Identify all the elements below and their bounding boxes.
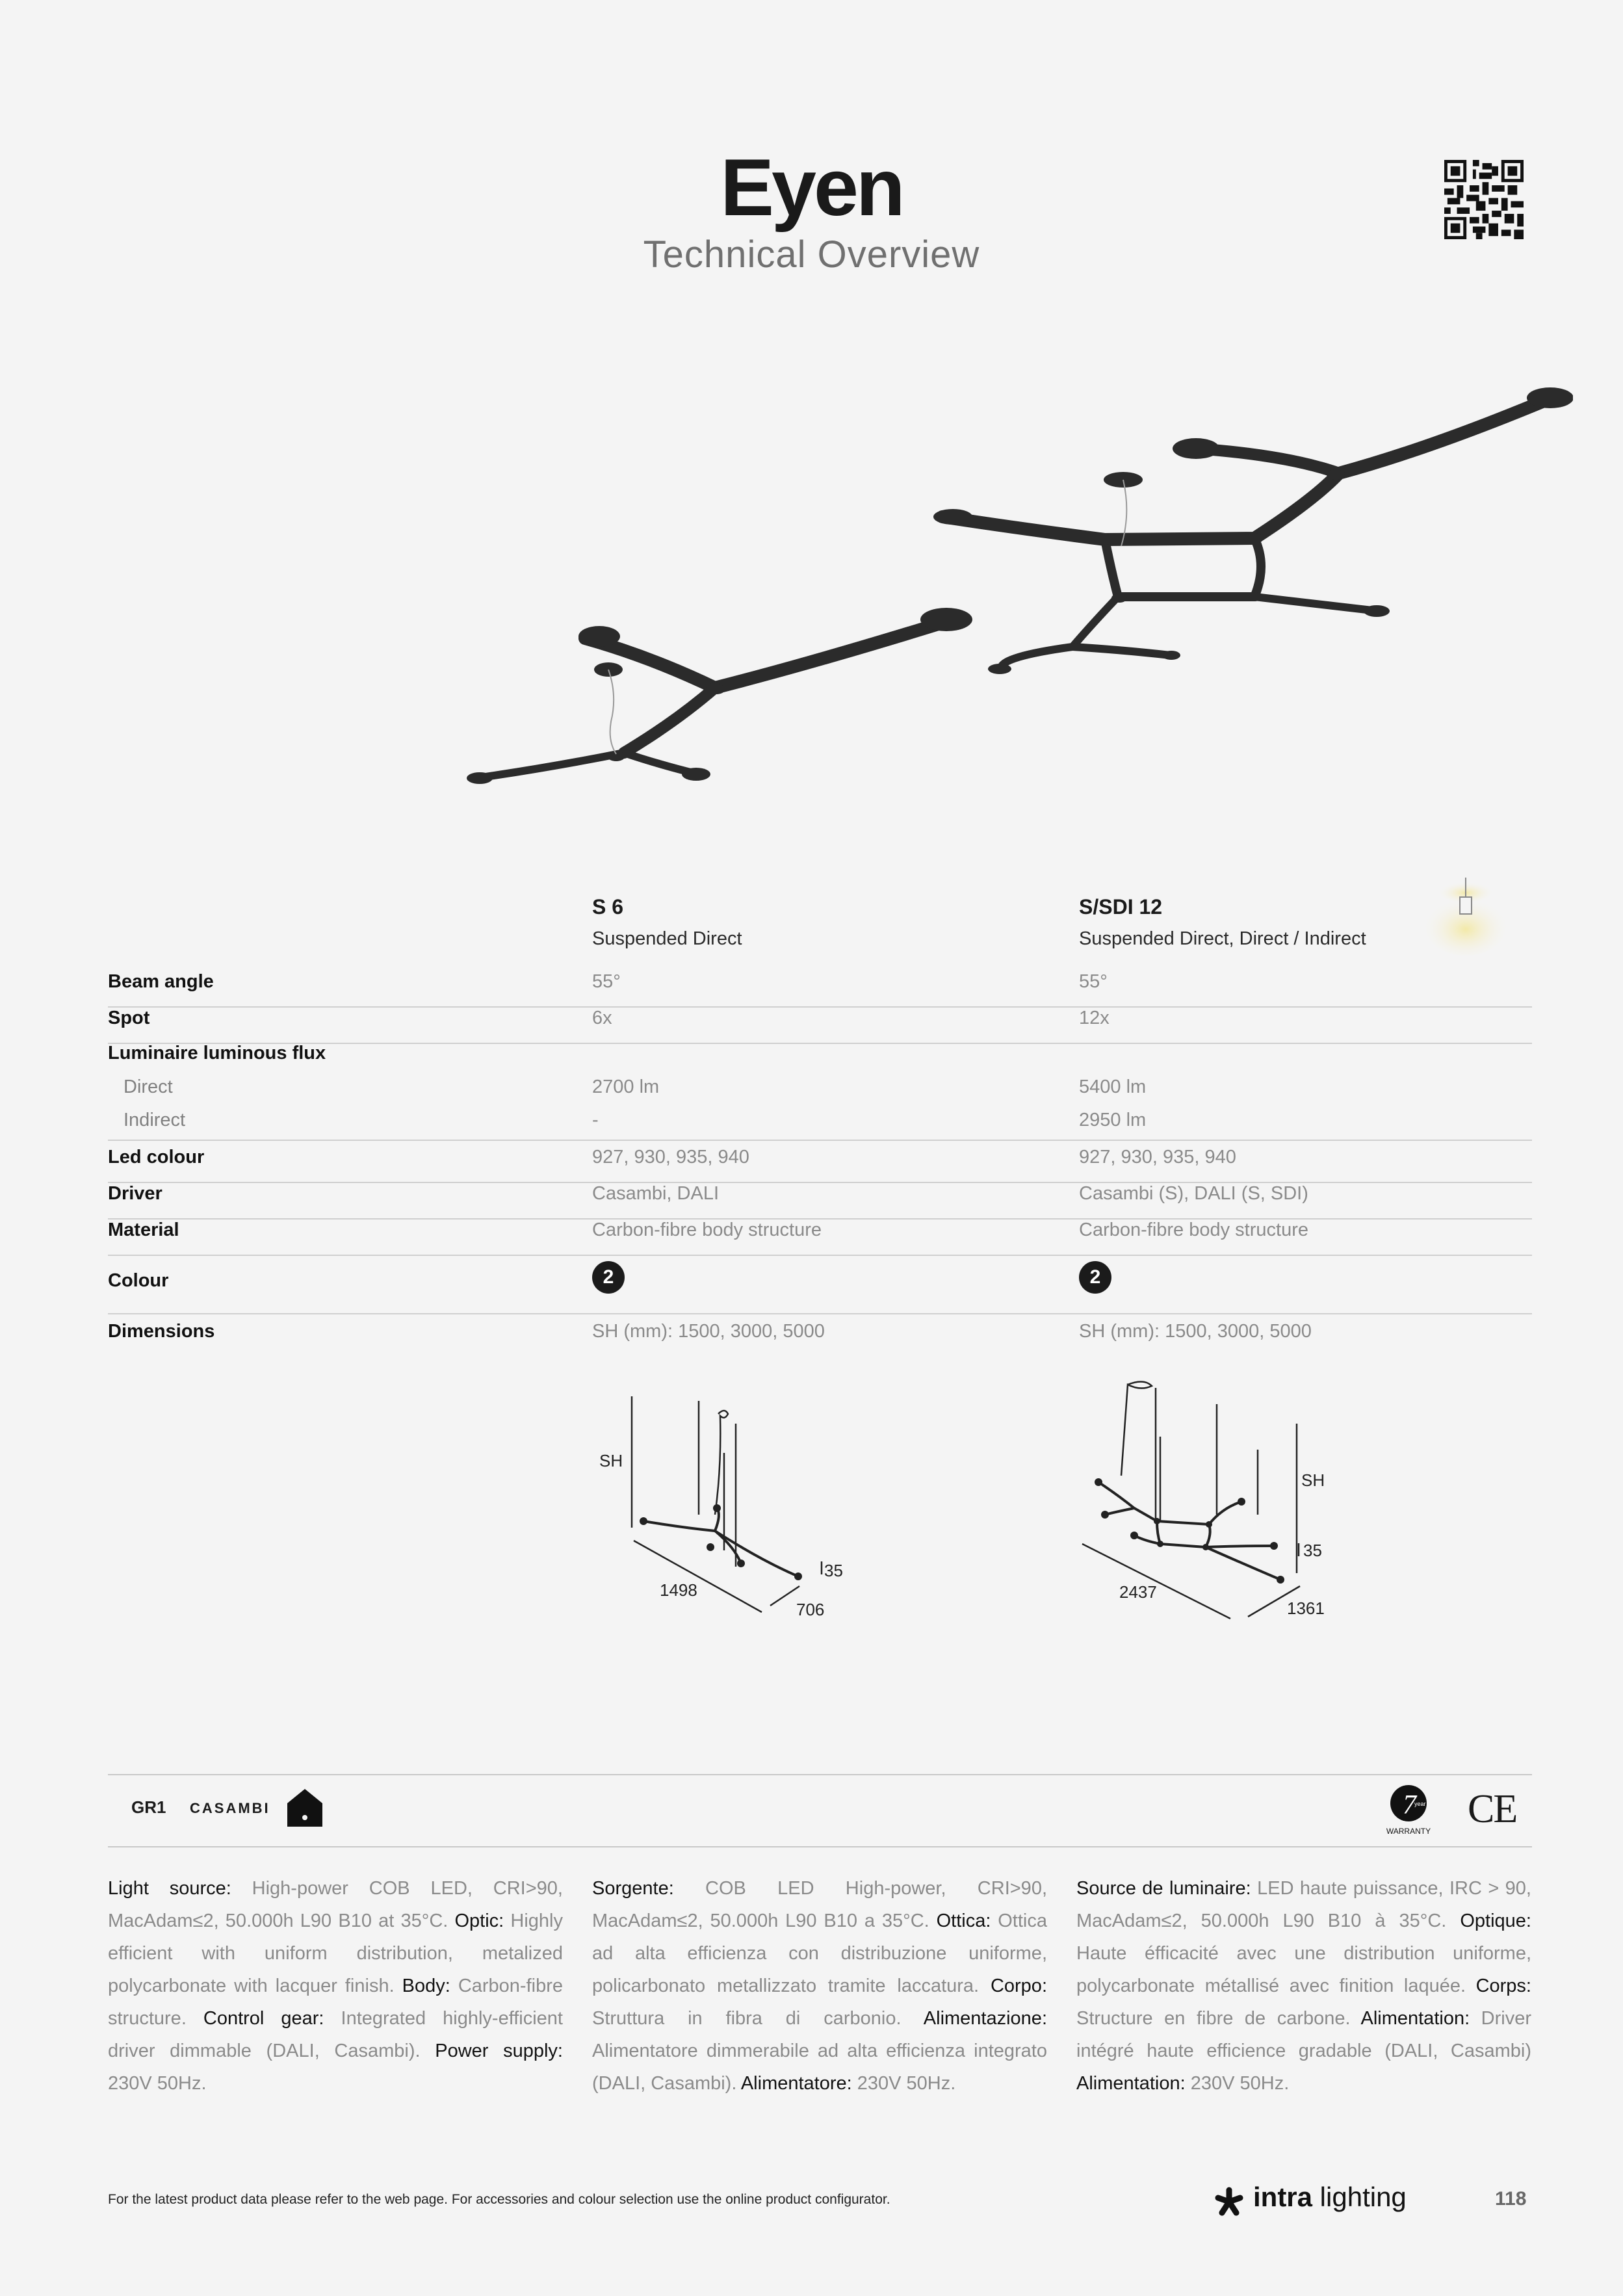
model-type-ssdi12: Suspended Direct, Direct / Indirect bbox=[1079, 928, 1366, 949]
dim-label-width: 706 bbox=[796, 1600, 825, 1619]
spec-row-dimensions bbox=[108, 1321, 1532, 1356]
spec-value-s6: Casambi, DALI bbox=[592, 1183, 720, 1204]
spec-label: Spot bbox=[108, 1008, 150, 1028]
description-it: Sorgente: COB LED High-power, CRI>90, MacAdam≤2, 50.000h L90 B10 a 35°C. Ottica: Ottica ad alta efficienza con distribuzione uniforme, policarbonato metallizzato tramite laccatura. Corpo: Struttura in fibra di carbonio. Alimentazione: Alimentatore dimmerabile ad alta efficienza integrato (DALI, Casambi). Alimentatore: 230V 50Hz. bbox=[592, 1878, 1047, 2094]
spec-row-colour bbox=[108, 1261, 1532, 1314]
dim-label-width: 1361 bbox=[1287, 1598, 1325, 1618]
spec-value-ssdi12: Carbon-fibre body structure bbox=[1079, 1220, 1308, 1240]
model-type-s6: Suspended Direct bbox=[592, 928, 742, 949]
spec-value-s6: 6x bbox=[592, 1008, 612, 1028]
warranty-years: 7 bbox=[1403, 1790, 1416, 1820]
spec-value-ssdi12: 927, 930, 935, 940 bbox=[1079, 1147, 1236, 1168]
product-title: Eyen bbox=[720, 143, 903, 233]
qr-code-icon[interactable] bbox=[1444, 160, 1524, 239]
spec-label: Beam angle bbox=[108, 971, 214, 992]
spec-row-driver bbox=[108, 1183, 1532, 1220]
spec-label: Led colour bbox=[108, 1147, 205, 1168]
spec-row-flux bbox=[108, 1043, 1532, 1074]
casambi-logo: CASAMBI bbox=[190, 1800, 270, 1816]
warranty-unit: year bbox=[1414, 1801, 1426, 1807]
spec-value-s6: 55° bbox=[592, 971, 621, 992]
spec-row-indirect bbox=[108, 1110, 1532, 1141]
divider bbox=[108, 1846, 1532, 1847]
light-distribution-icon bbox=[1423, 878, 1508, 956]
dim-label-sh: SH bbox=[1301, 1470, 1325, 1490]
spec-value-ssdi12: 5400 lm bbox=[1079, 1076, 1147, 1097]
spec-label: Material bbox=[108, 1220, 179, 1240]
spec-row-direct bbox=[108, 1076, 1532, 1108]
description-en: Light source: High-power COB LED, CRI>90, MacAdam≤2, 50.000h L90 B10 at 35°C. Optic: Highly efficient with uniform distribution, metalized polycarbonate with lacquer finish. Body: Carbon-fibre structure. Control gear: Integrated highly-efficient driver dimmable (DALI, Casambi). Power supply: 230V 50Hz. bbox=[108, 1878, 563, 2094]
dim-label-sh: SH bbox=[599, 1451, 623, 1470]
spec-value-ssdi12: Casambi (S), DALI (S, SDI) bbox=[1079, 1183, 1308, 1204]
model-name-ssdi12: S/SDI 12 bbox=[1079, 895, 1163, 919]
ce-mark-icon: CE bbox=[1468, 1787, 1517, 1831]
spec-row-material bbox=[108, 1220, 1532, 1256]
spec-value-ssdi12: 12x bbox=[1079, 1008, 1110, 1028]
spec-label: Indirect bbox=[123, 1110, 186, 1130]
spec-row-led-colour bbox=[108, 1147, 1532, 1183]
spec-value-ssdi12: 55° bbox=[1079, 971, 1108, 992]
spec-label: Colour bbox=[108, 1270, 169, 1291]
description-fr: Source de luminaire: LED haute puissance, IRC > 90, MacAdam≤2, 50.000h L90 B10 à 35°C. Optique: Haute éfficacité avec une distribution uniforme, polycarbonate métallisé avec finition laquée. Corps: Structure en fibre de carbone. Alimentation: Driver intégré haute efficience gradable (DALI, Casambi) Alimentation: 230V 50Hz. bbox=[1076, 1878, 1531, 2094]
page-number: 118 bbox=[1495, 2188, 1527, 2210]
indoor-house-icon bbox=[286, 1788, 324, 1828]
spec-value-s6: - bbox=[592, 1110, 599, 1130]
spec-value-s6: 927, 930, 935, 940 bbox=[592, 1147, 749, 1168]
spec-label: Luminaire luminous flux bbox=[108, 1043, 326, 1063]
model-name-s6: S 6 bbox=[592, 895, 624, 919]
spec-value-ssdi12: SH (mm): 1500, 3000, 5000 bbox=[1079, 1321, 1312, 1342]
spec-label: Direct bbox=[123, 1076, 173, 1097]
dim-label-length: 2437 bbox=[1119, 1582, 1157, 1602]
divider bbox=[108, 1774, 1532, 1775]
spec-value-ssdi12: 2950 lm bbox=[1079, 1110, 1147, 1130]
footer-note: For the latest product data please refer to the web page. For accessories and colour selection use the online product configurator. bbox=[108, 2192, 890, 2207]
glare-rating-label: GR1 bbox=[131, 1797, 166, 1817]
dim-label-length: 1498 bbox=[660, 1580, 697, 1600]
spec-value-s6: SH (mm): 1500, 3000, 5000 bbox=[592, 1321, 825, 1342]
brand-logo[interactable]: intra lighting bbox=[1253, 2182, 1407, 2212]
spec-row-spot bbox=[108, 1008, 1532, 1044]
spec-row-beam-angle bbox=[108, 971, 1532, 1008]
product-hero-image bbox=[442, 364, 1573, 806]
page-subtitle: Technical Overview bbox=[643, 233, 980, 276]
spec-value-s6: 2700 lm bbox=[592, 1076, 660, 1097]
colour-swatch-badge[interactable]: 2 bbox=[592, 1261, 625, 1294]
dimension-drawing-ssdi12 bbox=[1072, 1365, 1332, 1625]
warranty-label: WARRANTY bbox=[1386, 1827, 1431, 1836]
dim-label-height: 35 bbox=[1303, 1541, 1322, 1560]
colour-swatch-badge[interactable]: 2 bbox=[1079, 1261, 1111, 1294]
spec-value-s6: Carbon-fibre body structure bbox=[592, 1220, 822, 1240]
dim-label-height: 35 bbox=[824, 1561, 843, 1580]
intra-star-logo-icon bbox=[1214, 2187, 1244, 2217]
warranty-icon bbox=[1381, 1781, 1436, 1837]
dimension-drawing-s6 bbox=[585, 1365, 871, 1625]
spec-label: Dimensions bbox=[108, 1321, 215, 1342]
spec-label: Driver bbox=[108, 1183, 162, 1204]
